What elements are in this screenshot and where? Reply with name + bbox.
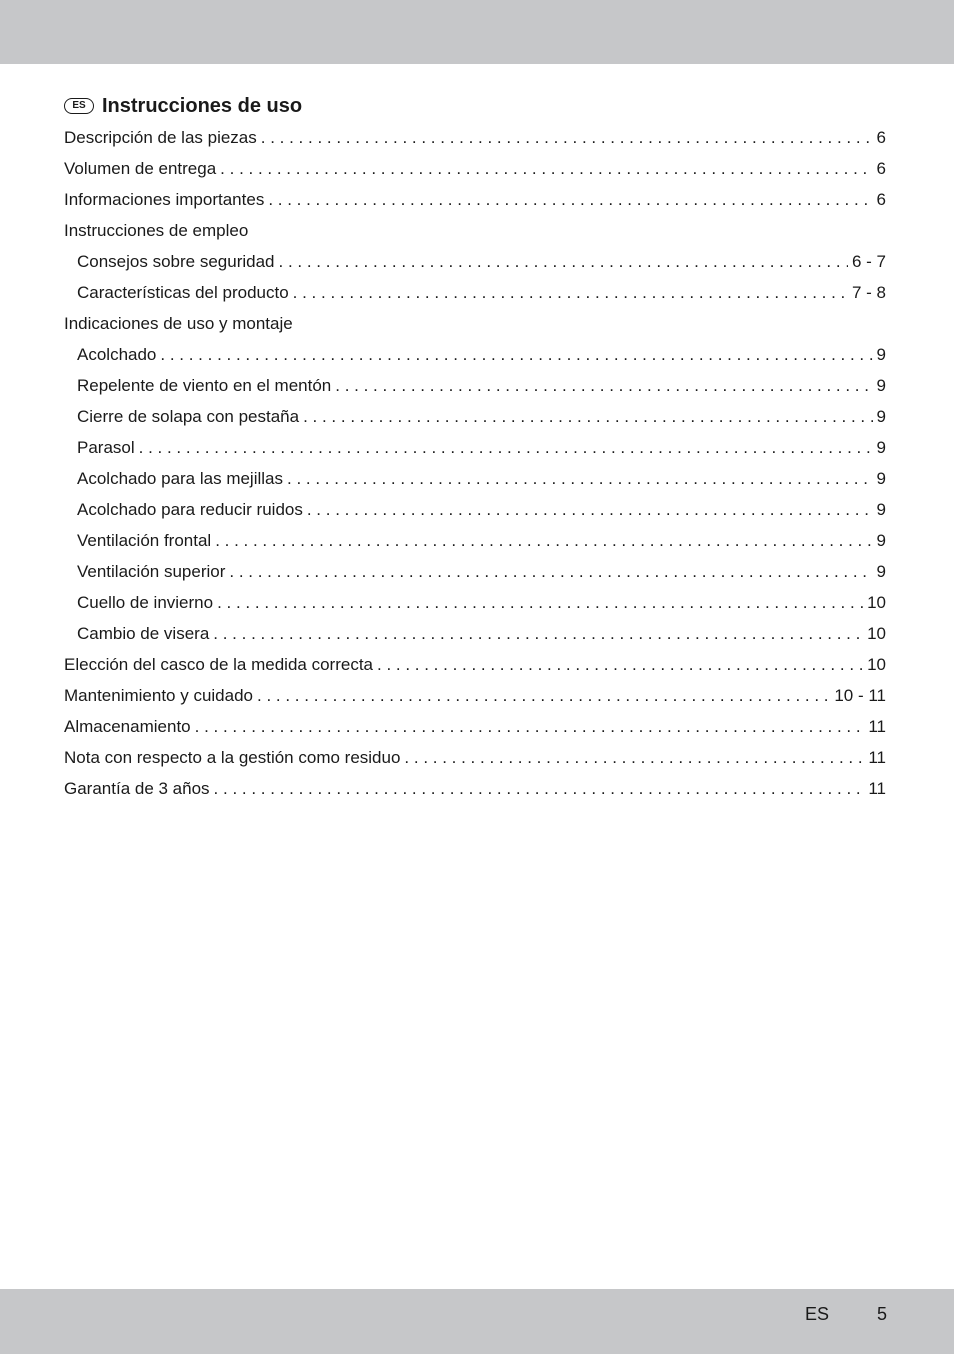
- toc-entry[interactable]: [64, 153, 886, 184]
- toc-entry[interactable]: [64, 587, 886, 618]
- toc-entry-title: Repelente de viento en el mentón: [77, 375, 332, 395]
- toc-entry-page: 9: [876, 406, 886, 426]
- toc-dot-leader: [261, 127, 873, 149]
- toc-entry-title: Volumen de entrega: [64, 158, 217, 178]
- toc-dot-leader: [139, 437, 873, 459]
- toc-entry-title: Cambio de visera: [77, 623, 210, 643]
- toc-entry[interactable]: [64, 556, 886, 587]
- toc-dot-leader: [279, 251, 848, 273]
- toc-entry[interactable]: [64, 370, 886, 401]
- toc-dot-leader: [220, 158, 872, 180]
- toc-entry-title: Ventilación superior: [77, 561, 226, 581]
- toc-entry[interactable]: [64, 215, 886, 246]
- toc-entry[interactable]: [64, 525, 886, 556]
- toc-dot-leader: [335, 375, 872, 397]
- page-title: Instrucciones de uso: [102, 95, 303, 117]
- toc-dot-leader: [213, 623, 863, 645]
- toc-heading: [64, 92, 302, 120]
- toc-dot-leader: [287, 468, 873, 490]
- toc-entry-page: 11: [868, 716, 886, 736]
- toc-entry-page: 9: [876, 437, 886, 457]
- toc-entry-title: Informaciones importantes: [64, 189, 265, 209]
- toc-entry[interactable]: [64, 742, 886, 773]
- page-number: 5: [877, 1304, 888, 1324]
- toc-dot-leader: [293, 282, 848, 304]
- toc-entry-page: 10 - 11: [834, 685, 886, 705]
- toc-entry[interactable]: [64, 339, 886, 370]
- toc-entry-title: Consejos sobre seguridad: [77, 251, 275, 271]
- toc-entry[interactable]: [64, 773, 886, 804]
- toc-entry-title: Acolchado: [77, 344, 157, 364]
- toc-dot-leader: [303, 406, 872, 428]
- toc-dot-leader: [215, 530, 872, 552]
- toc-entry[interactable]: [64, 680, 886, 711]
- toc-entry-title: Indicaciones de uso y montaje: [64, 313, 293, 333]
- toc-entry-title: Características del producto: [77, 282, 289, 302]
- toc-entry-title: Garantía de 3 años: [64, 778, 210, 798]
- toc-entry[interactable]: [64, 711, 886, 742]
- footer-language: ES: [805, 1304, 830, 1324]
- toc-dot-leader: [214, 778, 865, 800]
- toc-entry-title: Acolchado para reducir ruidos: [77, 499, 303, 519]
- toc-entry-page: 7 - 8: [851, 282, 886, 302]
- language-badge-icon: ES: [64, 98, 94, 114]
- toc-entry-page: 9: [876, 375, 886, 395]
- toc-dot-leader: [229, 561, 872, 583]
- toc-dot-leader: [307, 499, 873, 521]
- toc-entry[interactable]: [64, 618, 886, 649]
- toc-entry-page: 9: [876, 344, 886, 364]
- toc-dot-leader: [257, 685, 830, 707]
- toc-dot-leader: [377, 654, 863, 676]
- toc-entry-page: 6 - 7: [851, 251, 886, 271]
- toc-entry-title: Nota con respecto a la gestión como residuo: [64, 747, 401, 767]
- table-of-contents: [64, 122, 886, 804]
- top-band: [0, 0, 954, 64]
- toc-entry[interactable]: [64, 122, 886, 153]
- toc-entry[interactable]: [64, 401, 886, 432]
- toc-dot-leader: [268, 189, 872, 211]
- toc-entry-page: 10: [867, 623, 886, 643]
- toc-entry-page: 9: [876, 468, 886, 488]
- toc-entry-page: 10: [867, 654, 886, 674]
- toc-entry[interactable]: [64, 246, 886, 277]
- toc-entry-title: Mantenimiento y cuidado: [64, 685, 254, 705]
- toc-entry-page: 11: [868, 747, 886, 767]
- toc-entry-page: 9: [876, 561, 886, 581]
- toc-entry-title: Elección del casco de la medida correcta: [64, 654, 373, 674]
- toc-entry-page: 9: [876, 530, 886, 550]
- toc-entry-title: Almacenamiento: [64, 716, 191, 736]
- toc-entry[interactable]: [64, 308, 886, 339]
- toc-dot-leader: [404, 747, 864, 769]
- toc-entry-page: 6: [876, 127, 886, 147]
- toc-entry-page: 9: [876, 499, 886, 519]
- toc-dot-leader: [160, 344, 872, 366]
- toc-dot-leader: [195, 716, 865, 738]
- toc-entry-page: 11: [868, 778, 886, 798]
- toc-entry[interactable]: [64, 649, 886, 680]
- toc-entry[interactable]: [64, 184, 886, 215]
- toc-dot-leader: [217, 592, 863, 614]
- toc-entry[interactable]: [64, 463, 886, 494]
- toc-entry-title: Instrucciones de empleo: [64, 220, 249, 240]
- toc-entry-page: 6: [876, 189, 886, 209]
- toc-entry-title: Ventilación frontal: [77, 530, 212, 550]
- toc-entry-title: Acolchado para las mejillas: [77, 468, 283, 488]
- toc-entry-title: Parasol: [77, 437, 135, 457]
- toc-entry-title: Cierre de solapa con pestaña: [77, 406, 300, 426]
- toc-entry[interactable]: [64, 277, 886, 308]
- toc-entry-page: 6: [876, 158, 886, 178]
- toc-entry[interactable]: [64, 432, 886, 463]
- toc-entry-page: 10: [867, 592, 886, 612]
- toc-entry[interactable]: [64, 494, 886, 525]
- toc-entry-title: Cuello de invierno: [77, 592, 214, 612]
- toc-entry-title: Descripción de las piezas: [64, 127, 257, 147]
